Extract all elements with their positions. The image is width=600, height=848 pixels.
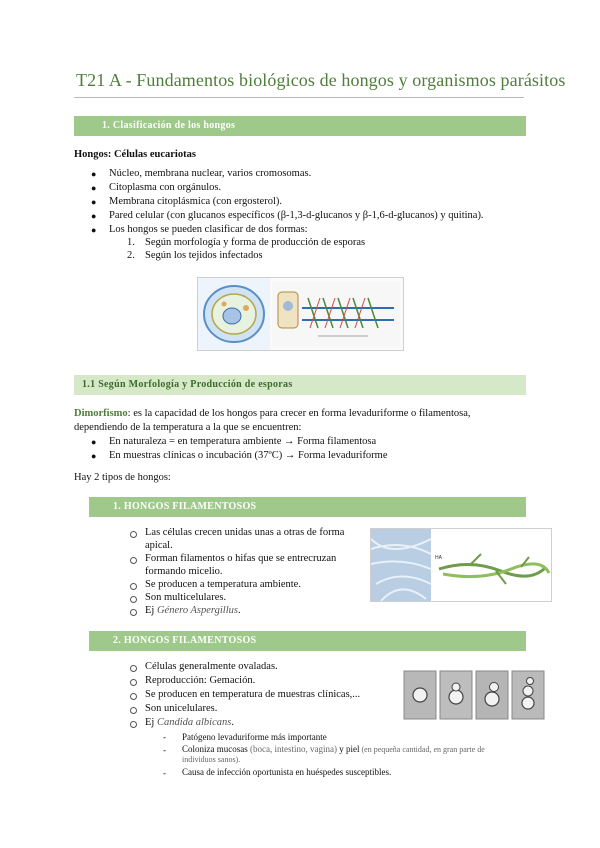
- list-item: En muestras clínicas o incubación (37ºC) → Forma levaduriforme: [109, 450, 388, 461]
- sub-item-main2: y piel: [336, 744, 360, 754]
- cell-diagram-icon: [198, 278, 403, 350]
- section-filamentosos-heading: 1. HONGOS FILAMENTOSOS: [89, 497, 526, 517]
- list-item: Forman filamentos o hifas que se entrecruzan: [145, 553, 337, 564]
- list-item: Los hongos se pueden clasificar de dos formas:: [109, 224, 308, 235]
- example-prefix: Ej: [145, 717, 157, 728]
- subtitle-eucariotas: Hongos: Células eucariotas: [74, 149, 196, 160]
- sub-item-extra: (boca, intestino, vagina): [247, 744, 337, 754]
- bullet-circle-icon: [130, 665, 137, 672]
- dimorfismo-term: Dimorfismo: [74, 408, 128, 419]
- dimorfismo-definition: : es la capacidad de los hongos para crecer en forma levaduriforme o filamentosa,: [127, 408, 471, 419]
- list-item: Citoplasma con orgánulos.: [109, 182, 222, 193]
- bullet-icon: ●: [91, 451, 97, 461]
- list-item: Núcleo, membrana nuclear, varios cromosomas.: [109, 168, 312, 179]
- bullet-icon: ●: [91, 197, 97, 207]
- list-item: Son multicelulares.: [145, 592, 227, 603]
- sub-item-cont: individuos sanos).: [182, 755, 241, 764]
- bullet-circle-icon: [130, 707, 137, 714]
- page-title: T21 A - Fundamentos biológicos de hongos y organismos parásitos: [76, 70, 566, 90]
- numbered-item: Según morfología y forma de producción de esporas: [145, 237, 366, 248]
- sub-item: Causa de infección oportunista en huéspedes susceptibles.: [182, 767, 392, 777]
- bullet-circle-icon: [130, 609, 137, 616]
- section-1-1-heading: 1.1 Según Morfología y Producción de esporas: [74, 375, 526, 395]
- bullet-circle-icon: [130, 557, 137, 564]
- bullet-circle-icon: [130, 679, 137, 686]
- example-suffix: .: [237, 605, 241, 616]
- title-divider: [74, 97, 524, 98]
- yeast-figure: [402, 669, 547, 721]
- bullet-icon: ●: [91, 437, 97, 447]
- example-line: [145, 605, 241, 616]
- dimorfismo-paragraph: [74, 408, 471, 419]
- list-item-cont: formando micelio.: [145, 566, 223, 577]
- sub-item-main: Coloniza mucosas: [182, 744, 248, 754]
- yeast-micrograph-icon: [402, 669, 547, 721]
- bullet-icon: ●: [91, 183, 97, 193]
- bullet-circle-icon: [130, 596, 137, 603]
- bullet-circle-icon: [130, 531, 137, 538]
- list-item-cont: apical.: [145, 540, 173, 551]
- hyphae-figure: [370, 528, 552, 602]
- list-item: Las células crecen unidas unas a otras de forma: [145, 527, 345, 538]
- dash-icon: -: [163, 745, 166, 755]
- list-item: Pared celular (con glucanos específicos (β-1,3-d-glucanos y β-1,6-d-glucanos) y quitina).: [109, 210, 484, 221]
- dash-icon: -: [163, 732, 166, 742]
- bullet-icon: ●: [91, 211, 97, 221]
- figure-label: HA: [435, 555, 442, 561]
- example-prefix: Ej: [145, 605, 157, 616]
- list-item: Son unicelulares.: [145, 703, 218, 714]
- list-item: Se producen en temperatura de muestras clínicas,...: [145, 689, 361, 700]
- dash-icon: -: [163, 768, 166, 778]
- example-suffix: .: [231, 717, 234, 728]
- section-1-heading: 1. Clasificación de los hongos: [74, 116, 526, 136]
- list-item: Membrana citoplásmica (con ergosterol).: [109, 196, 282, 207]
- list-item: En naturaleza = en temperatura ambiente → Forma filamentosa: [109, 436, 377, 447]
- bullet-circle-icon: [130, 583, 137, 590]
- dimorfismo-definition-cont: dependiendo de la temperatura a la que se encuentren:: [74, 422, 302, 433]
- numbered-marker: 1.: [127, 237, 135, 248]
- bullet-icon: ●: [91, 225, 97, 235]
- bullet-circle-icon: [130, 693, 137, 700]
- bullet-icon: ●: [91, 169, 97, 179]
- example-species: Candida albicans: [156, 717, 232, 728]
- sub-item-extra2: (en pequeña cantidad, en gran parte de: [359, 745, 485, 754]
- example-line: [145, 717, 234, 728]
- types-intro: Hay 2 tipos de hongos:: [74, 472, 171, 483]
- numbered-marker: 2.: [127, 250, 135, 261]
- list-item: Reproducción: Gemación.: [145, 675, 256, 686]
- numbered-item: Según los tejidos infectados: [145, 250, 263, 261]
- example-genus: Género Aspergillus: [156, 605, 238, 616]
- sub-item: Patógeno levaduriforme más importante: [182, 732, 327, 742]
- list-item: Células generalmente ovaladas.: [145, 661, 278, 672]
- bullet-circle-icon: [130, 721, 137, 728]
- list-item: Se producen a temperatura ambiente.: [145, 579, 301, 590]
- cell-structure-figure: [197, 277, 404, 351]
- section-levaduras-heading: 2. HONGOS FILAMENTOSOS: [89, 631, 526, 651]
- sub-item: [182, 744, 485, 754]
- hyphae-micrograph-icon: [371, 529, 551, 601]
